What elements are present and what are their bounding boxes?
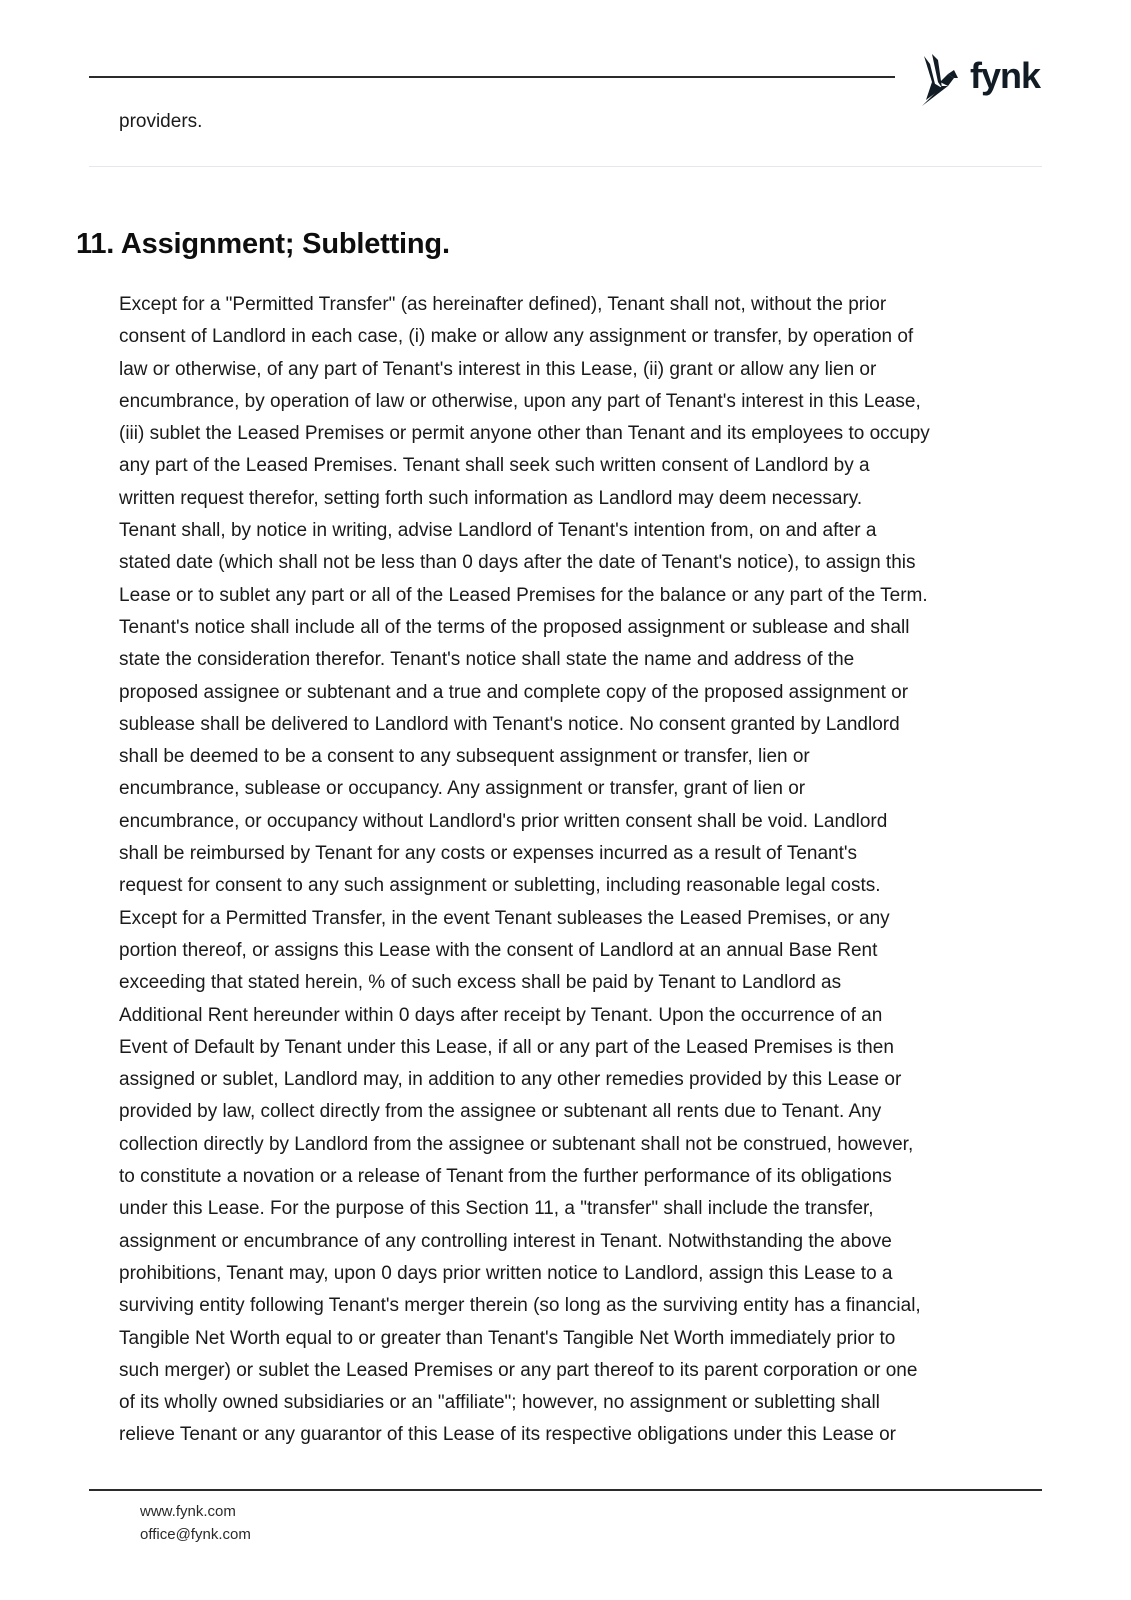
- footer-website-link[interactable]: www.fynk.com: [140, 1503, 236, 1520]
- body-line: under this Lease. For the purpose of this Section 11, a "transfer" shall include the transfer,: [119, 1198, 874, 1220]
- body-line: stated date (which shall not be less than 0 days after the date of Tenant's notice), to assign this: [119, 552, 916, 574]
- logo-wordmark: fynk: [970, 55, 1041, 96]
- body-line: such merger) or sublet the Leased Premises or any part thereof to its parent corporation or one: [119, 1359, 918, 1381]
- body-line: assigned or sublet, Landlord may, in addition to any other remedies provided by this Lease or: [119, 1069, 902, 1091]
- body-line: (iii) sublet the Leased Premises or permit anyone other than Tenant and its employees to occupy: [119, 423, 930, 445]
- body-line: surviving entity following Tenant's merger therein (so long as the surviving entity has a financial,: [119, 1295, 921, 1317]
- body-line: encumbrance, or occupancy without Landlord's prior written consent shall be void. Landlord: [119, 810, 888, 832]
- body-line: Tangible Net Worth equal to or greater than Tenant's Tangible Net Worth immediately prior to: [119, 1327, 896, 1349]
- carryover-text: providers.: [119, 111, 203, 132]
- body-line: relieve Tenant or any guarantor of this Lease of its respective obligations under this Lease or: [119, 1424, 897, 1446]
- body-line: provided by law, collect directly from the assignee or subtenant all rents due to Tenant. Any: [119, 1101, 882, 1123]
- footer-email-link[interactable]: office@fynk.com: [140, 1526, 251, 1543]
- body-line: written request therefor, setting forth such information as Landlord may deem necessary.: [119, 487, 863, 509]
- body-line: Event of Default by Tenant under this Lease, if all or any part of the Leased Premises is then: [119, 1036, 894, 1058]
- bird-origami-icon: [918, 52, 964, 108]
- body-line: request for consent to any such assignment or subletting, including reasonable legal costs.: [119, 875, 881, 897]
- body-line: consent of Landlord in each case, (i) make or allow any assignment or transfer, by operation of: [119, 326, 914, 348]
- body-line: Except for a Permitted Transfer, in the event Tenant subleases the Leased Premises, or any: [119, 907, 890, 929]
- footer: [140, 1500, 251, 1546]
- body-line: to constitute a novation or a release of Tenant from the further performance of its obligations: [119, 1166, 892, 1188]
- body-line: state the consideration therefor. Tenant's notice shall state the name and address of the: [119, 649, 855, 671]
- body-line: sublease shall be delivered to Landlord with Tenant's notice. No consent granted by Landlord: [119, 713, 900, 735]
- body-line: shall be reimbursed by Tenant for any costs or expenses incurred as a result of Tenant's: [119, 843, 857, 865]
- body-line: proposed assignee or subtenant and a true and complete copy of the proposed assignment or: [119, 681, 909, 703]
- body-line: encumbrance, sublease or occupancy. Any assignment or transfer, grant of lien or: [119, 778, 806, 800]
- body-line: prohibitions, Tenant may, upon 0 days prior written notice to Landlord, assign this Lease to a: [119, 1262, 893, 1284]
- body-line: shall be deemed to be a consent to any subsequent assignment or transfer, lien or: [119, 746, 810, 768]
- content-separator: [89, 166, 1042, 167]
- body-line: Tenant's notice shall include all of the terms of the proposed assignment or sublease and shall: [119, 616, 910, 638]
- body-line: any part of the Leased Premises. Tenant shall seek such written consent of Landlord by a: [119, 455, 870, 477]
- body-line: assignment or encumbrance of any controlling interest in Tenant. Notwithstanding the above: [119, 1230, 892, 1252]
- body-line: Except for a "Permitted Transfer" (as hereinafter defined), Tenant shall not, without the prior: [119, 294, 887, 315]
- footer-rule: [89, 1489, 1042, 1491]
- body-line: Lease or to sublet any part or all of the Leased Premises for the balance or any part of the Term.: [119, 584, 928, 606]
- body-line: Tenant shall, by notice in writing, advise Landlord of Tenant's intention from, on and after a: [119, 520, 877, 542]
- section-body: [119, 289, 1049, 1452]
- body-line: encumbrance, by operation of law or otherwise, upon any part of Tenant's interest in this Lease,: [119, 390, 921, 412]
- body-line: of its wholly owned subsidiaries or an "affiliate"; however, no assignment or subletting shall: [119, 1392, 880, 1414]
- header-rule: [89, 76, 895, 78]
- body-line: law or otherwise, of any part of Tenant's interest in this Lease, (ii) grant or allow any lien or: [119, 358, 877, 380]
- fynk-logo: [918, 50, 1048, 110]
- section-title: 11. Assignment; Subletting.: [76, 228, 450, 260]
- body-line: collection directly by Landlord from the assignee or subtenant shall not be construed, however,: [119, 1133, 914, 1155]
- body-line: portion thereof, or assigns this Lease with the consent of Landlord at an annual Base Rent: [119, 939, 878, 961]
- body-line: exceeding that stated herein, % of such excess shall be paid by Tenant to Landlord as: [119, 972, 842, 994]
- body-line: Additional Rent hereunder within 0 days after receipt by Tenant. Upon the occurrence of an: [119, 1004, 883, 1026]
